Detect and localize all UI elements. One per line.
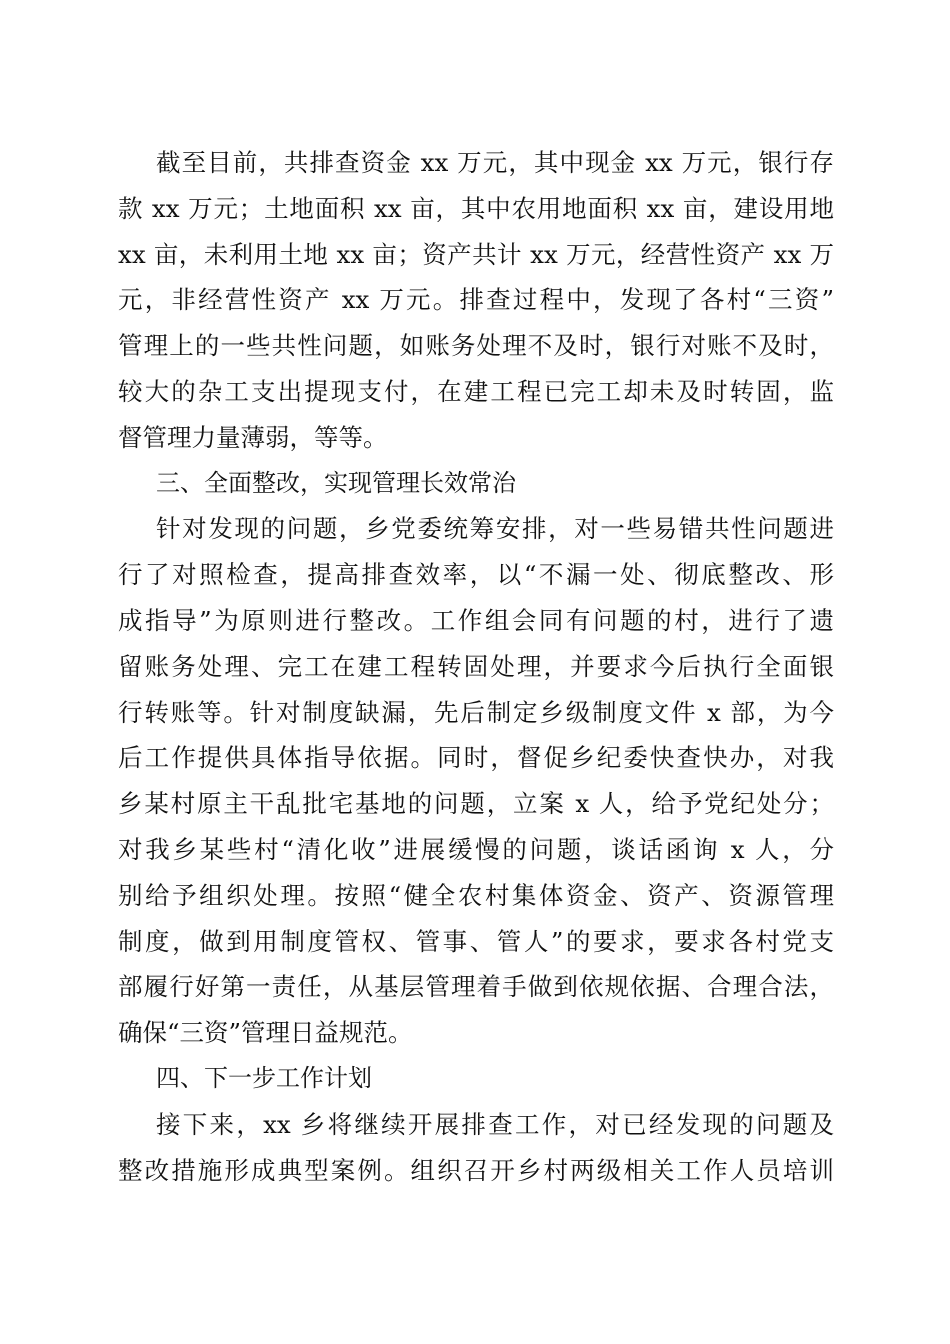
paragraph-line: 督管理力量薄弱，等等。 [118, 422, 388, 452]
section-heading-rectification: 三、全面整改，实现管理长效常治 [156, 468, 516, 497]
paragraph-line: 成指导”为原则进行整改。工作组会同有问题的村，进行了遗 [118, 605, 834, 635]
paragraph-line: 管理上的一些共性问题，如账务处理不及时，银行对账不及时， [118, 331, 834, 361]
paragraph-line: 留账务处理、完工在建工程转固处理，并要求今后执行全面银 [118, 651, 834, 681]
paragraph-next-steps [118, 1102, 834, 1194]
paragraph-asset-inventory [118, 140, 834, 461]
paragraph-line: 款 xx 万元；土地面积 xx 亩，其中农用地面积 xx 亩，建设用地 [118, 193, 834, 223]
paragraph-line: 制度，做到用制度管权、管事、管人”的要求，要求各村党支 [118, 926, 834, 956]
paragraph-line: 对我乡某些村“清化收”进展缓慢的问题，谈话函询 x 人，分 [118, 834, 834, 864]
paragraph-line: xx 亩，未利用土地 xx 亩；资产共计 xx 万元，经营性资产 xx 万 [118, 239, 834, 269]
paragraph-line: 行转账等。针对制度缺漏，先后制定乡级制度文件 x 部，为今 [118, 697, 834, 727]
paragraph-line: 别给予组织处理。按照“健全农村集体资金、资产、资源管理 [118, 880, 834, 910]
paragraph-line: 整改措施形成典型案例。组织召开乡村两级相关工作人员培训 [118, 1155, 834, 1185]
paragraph-line: 行了对照检查，提高排查效率，以“不漏一处、彻底整改、形 [118, 560, 834, 590]
paragraph-line: 元，非经营性资产 xx 万元。排查过程中，发现了各村“三资” [118, 285, 834, 315]
paragraph-line: 针对发现的问题，乡党委统筹安排，对一些易错共性问题进 [156, 514, 834, 544]
paragraph-line: 后工作提供具体指导依据。同时，督促乡纪委快查快办，对我 [118, 743, 834, 773]
paragraph-line: 截至目前，共排查资金 xx 万元，其中现金 xx 万元，银行存 [156, 148, 834, 177]
paragraph-line: 接下来，xx 乡将继续开展排查工作，对已经发现的问题及 [156, 1109, 834, 1139]
section-heading-next-steps: 四、下一步工作计划 [156, 1063, 372, 1092]
paragraph-rectification [118, 506, 834, 1056]
paragraph-line: 部履行好第一责任，从基层管理着手做到依规依据、合理合法， [118, 972, 834, 1002]
paragraph-line: 确保“三资”管理日益规范。 [118, 1018, 413, 1048]
paragraph-line: 乡某村原主干乱批宅基地的问题，立案 x 人，给予党纪处分； [118, 789, 834, 819]
paragraph-line: 较大的杂工支出提现支付，在建工程已完工却未及时转固，监 [118, 376, 834, 406]
document-page [118, 140, 834, 1193]
